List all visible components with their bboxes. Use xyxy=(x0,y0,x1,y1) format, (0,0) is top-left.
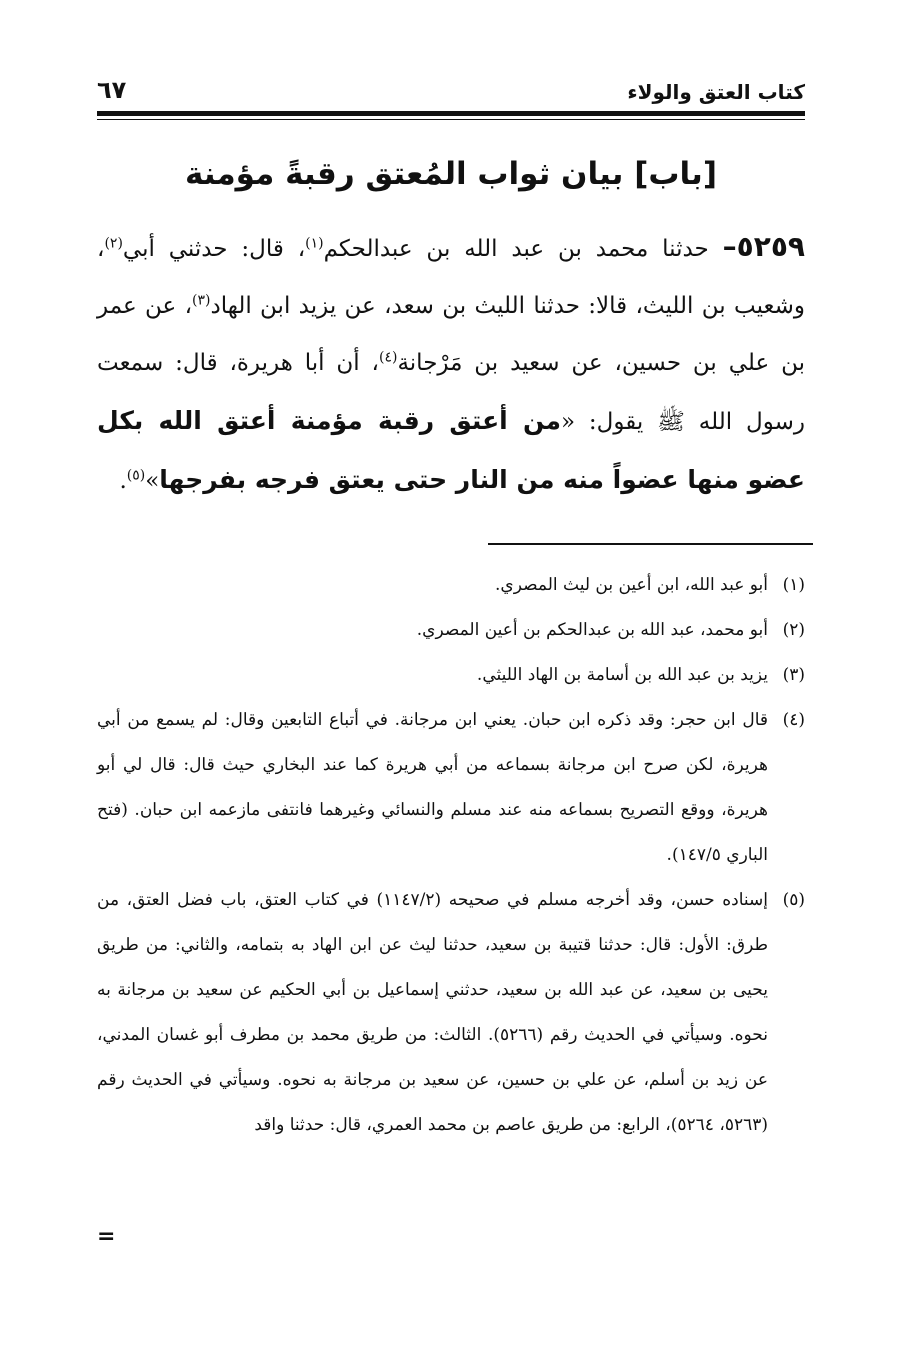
footnote-number: (٣) xyxy=(782,665,805,685)
footnote-number: (١) xyxy=(782,575,805,595)
hadith-dash: – xyxy=(722,230,737,263)
footnote xyxy=(97,563,805,608)
hadith-paragraph xyxy=(97,218,805,510)
footnote-ref-5: (٥) xyxy=(126,467,146,484)
hadith-text: ، وشعيب بن الليث، قالا: حدثنا الليث بن سعد، عن يزيد ابن الهاد xyxy=(97,236,805,319)
footnotes xyxy=(97,563,805,1148)
hadith-text: ، عن عمر بن علي بن حسين، عن سعيد بن مَرْجانة xyxy=(97,293,806,376)
footnote-text: أبو عبد الله، ابن أعين بن ليث المصري. xyxy=(495,575,768,595)
hadith-text: حدثنا محمد بن عبد الله بن عبدالحكم xyxy=(323,236,723,262)
footnote-ref-4: (٤) xyxy=(378,349,398,366)
footnote-text: يزيد بن عبد الله بن أسامة بن الهاد الليثي. xyxy=(476,665,768,685)
footnote-ref-1: (١) xyxy=(305,235,324,252)
header-rule-thick xyxy=(97,111,805,116)
footnote-text: إسناده حسن، وقد أخرجه مسلم في صحيحه (١١٤٧/٢) في كتاب العتق، باب فضل العتق، من طرق: الأول: قال: حدثنا قتيبة بن سعيد، حدثنا ليث عن ابن الهاد به بتمامه، والثاني: من طريق يحيى بن سعيد، عن عبد الله بن سعيد، حدثني إسماعيل بن أبي الحكيم عن سعيد بن مرجانة به نحوه. وسيأتي في الحديث رقم (٥٢٦٦). الثالث: من طريق محمد بن مطرف أبو غسان المدني، عن زيد بن أسلم، عن علي بن حسين، عن سعيد بن مرجانة به نحوه. وسيأتي في الحديث رقم (٥٢٦٣، ٥٢٦٤)، الرابع: من طريق عاصم بن محمد العمري، قال: حدثنا واقد xyxy=(97,890,768,1135)
footnote-number: (٤) xyxy=(782,710,805,730)
hadith-text: . xyxy=(119,468,127,494)
footnote xyxy=(97,653,805,698)
footnote-ref-2: (٢) xyxy=(104,235,123,252)
running-title: كتاب العتق والولاء xyxy=(627,80,805,104)
page-header xyxy=(97,72,805,116)
hadith-text: ، أن أبا هريرة، قال: سمعت رسول الله ﷺ يقول: « xyxy=(97,350,805,435)
footnote-number: (٢) xyxy=(782,620,805,640)
header-rule-thin xyxy=(97,119,805,120)
hadith-number: ٥٢٥٩ xyxy=(736,230,805,263)
hadith-text: ، قال: حدثني أبي xyxy=(122,236,306,262)
page-number: ٦٧ xyxy=(97,76,127,104)
footnote-number: (٥) xyxy=(782,890,805,910)
hadith-matn: من أعتق رقبة مؤمنة أعتق الله بكل عضو منها عضواً منه من النار حتى يعتق فرجه بفرجها xyxy=(97,406,805,494)
footnote xyxy=(97,878,805,1148)
footnote xyxy=(97,608,805,653)
footnote-text: أبو محمد، عبد الله بن عبدالحكم بن أعين المصري. xyxy=(416,620,768,640)
footnote-ref-3: (٣) xyxy=(192,292,211,309)
footnote-separator xyxy=(488,543,813,545)
continuation-mark: = xyxy=(97,1224,116,1249)
hadith-text: » xyxy=(145,468,160,494)
footnote xyxy=(97,698,805,878)
chapter-title: [باب] بيان ثواب المُعتق رقبةً مؤمنة xyxy=(185,156,717,192)
footnote-text: قال ابن حجر: وقد ذكره ابن حبان. يعني ابن مرجانة. في أتباع التابعين وقال: لم يسمع من أبي هريرة، لكن صرح ابن مرجانة بسماعه من أبي هريرة كما عند البخاري حيث قال: قال لي أبو هريرة، ووقع التصريح بسماعه منه عند مسلم والنسائي وغيرهما فانتفى مازعمه ابن حبان. (فتح الباري ١٤٧/٥). xyxy=(97,710,768,865)
hadith-body xyxy=(97,218,805,510)
